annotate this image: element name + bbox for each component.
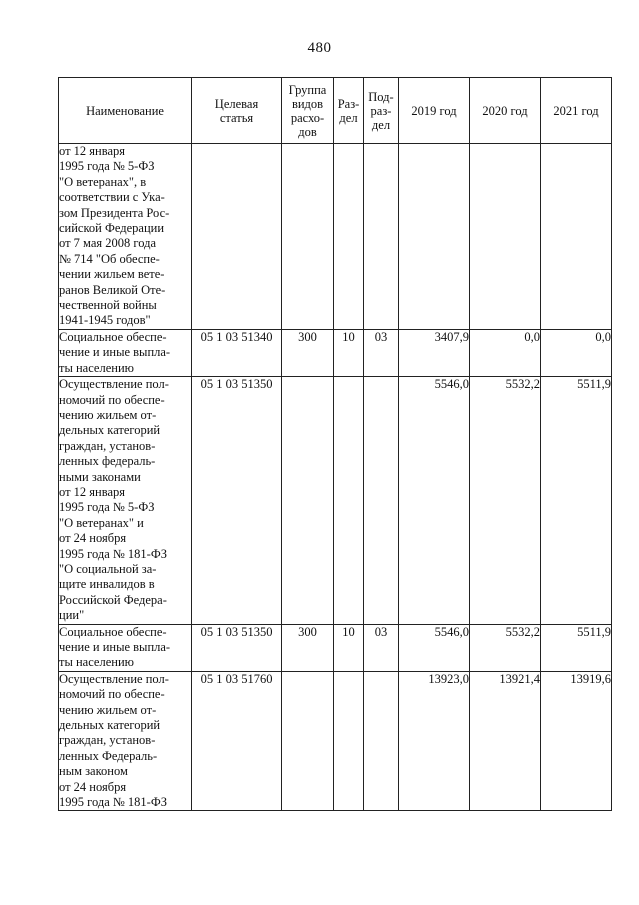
row-name: Осуществление пол- номочий по обеспе- чению жильем от- дельных категорий граждан, установ- ленных Федераль- ным законом от 24 ноября 1995 года № 181-ФЗ bbox=[59, 671, 192, 811]
row-name: Социальное обеспе- чение и иные выпла- ты населению bbox=[59, 329, 192, 376]
header-section: Раз- дел bbox=[334, 78, 364, 144]
row-section: 10 bbox=[334, 329, 364, 376]
row-section bbox=[334, 377, 364, 625]
page-number: 480 bbox=[307, 40, 332, 56]
row-group: 300 bbox=[282, 624, 334, 671]
row-subsection bbox=[364, 144, 399, 330]
row-2019: 3407,9 bbox=[399, 329, 470, 376]
budget-table bbox=[58, 77, 612, 811]
row-subsection bbox=[364, 671, 399, 811]
header-target: Целевая статья bbox=[192, 78, 282, 144]
header-2020: 2020 год bbox=[470, 78, 541, 144]
row-name: Социальное обеспе- чение и иные выпла- ты населению bbox=[59, 624, 192, 671]
row-group: 300 bbox=[282, 329, 334, 376]
row-2019: 5546,0 bbox=[399, 377, 470, 625]
row-section: 10 bbox=[334, 624, 364, 671]
row-2021: 5511,9 bbox=[541, 624, 612, 671]
row-2020: 0,0 bbox=[470, 329, 541, 376]
row-group bbox=[282, 377, 334, 625]
row-2021: 0,0 bbox=[541, 329, 612, 376]
row-2020: 13921,4 bbox=[470, 671, 541, 811]
row-2019: 5546,0 bbox=[399, 624, 470, 671]
table-row bbox=[59, 329, 612, 376]
row-2021 bbox=[541, 144, 612, 330]
row-target: 05 1 03 51350 bbox=[192, 624, 282, 671]
row-2020: 5532,2 bbox=[470, 377, 541, 625]
header-row bbox=[59, 78, 612, 144]
header-2019: 2019 год bbox=[399, 78, 470, 144]
row-target: 05 1 03 51350 bbox=[192, 377, 282, 625]
row-2020: 5532,2 bbox=[470, 624, 541, 671]
row-section bbox=[334, 671, 364, 811]
row-subsection: 03 bbox=[364, 624, 399, 671]
row-2019: 13923,0 bbox=[399, 671, 470, 811]
row-2020 bbox=[470, 144, 541, 330]
table-row bbox=[59, 377, 612, 625]
row-subsection bbox=[364, 377, 399, 625]
header-name: Наименование bbox=[59, 78, 192, 144]
row-2021: 13919,6 bbox=[541, 671, 612, 811]
table-row bbox=[59, 671, 612, 811]
row-target: 05 1 03 51760 bbox=[192, 671, 282, 811]
header-subsection: Под- раз- дел bbox=[364, 78, 399, 144]
row-subsection: 03 bbox=[364, 329, 399, 376]
row-2021: 5511,9 bbox=[541, 377, 612, 625]
row-target: 05 1 03 51340 bbox=[192, 329, 282, 376]
row-target bbox=[192, 144, 282, 330]
table-row bbox=[59, 144, 612, 330]
row-group bbox=[282, 144, 334, 330]
row-group bbox=[282, 671, 334, 811]
header-2021: 2021 год bbox=[541, 78, 612, 144]
header-group: Группа видов расхо- дов bbox=[282, 78, 334, 144]
row-section bbox=[334, 144, 364, 330]
row-name: от 12 января 1995 года № 5-ФЗ "О ветеранах", в соответствии с Ука- зом Президента Рос- сийской Федерации от 7 мая 2008 года № 714 "Об обеспе- чении жильем вете- ранов Великой Оте- чественной войны 1941-1945 годов" bbox=[59, 144, 192, 330]
row-2019 bbox=[399, 144, 470, 330]
table-row bbox=[59, 624, 612, 671]
row-name: Осуществление пол- номочий по обеспе- чению жильем от- дельных категорий граждан, установ- ленных федераль- ными законами от 12 января 1995 года № 5-ФЗ "О ветеранах" и от 24 ноября 1995 года № 181-ФЗ "О социальной за- щите инвалидов в Российской Федера- ции" bbox=[59, 377, 192, 625]
